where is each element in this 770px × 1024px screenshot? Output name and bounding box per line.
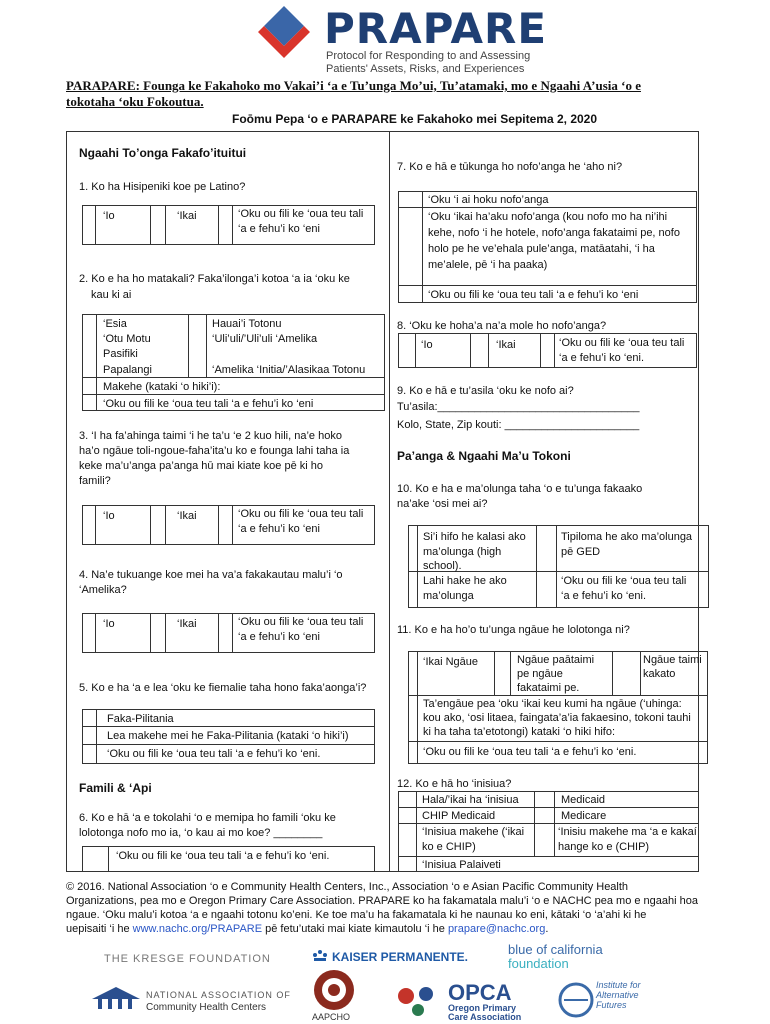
- q10-option-less-hs-l3: school).: [423, 560, 462, 572]
- q3-option-decline-l1[interactable]: ‘Oku ou fili ke ‘oua teu tali: [238, 508, 364, 520]
- q11-option-decline[interactable]: ‘Oku ou fili ke ‘oua teu tali ‘a e fehu’i ko ‘eni.: [423, 746, 637, 758]
- q7-option-decline[interactable]: ‘Oku ou fili ke ‘oua teu tali ‘a e fehu’i ko ‘eni: [428, 289, 639, 301]
- q11-option-otherwise-l2: kou ako, ‘osi litaea, faingata’a’ia fakaesino, tokoni tauhi: [423, 712, 691, 724]
- form-title-line-1: PARAPARE: Founga ke Fakahoko mo Vakai’i ‘a e Tu’unga Mo’ui, Tu’atamaki, mo e Ngaahi A’usia ‘o e: [66, 78, 641, 93]
- q12-option-other-l2: ko e CHIP): [422, 841, 476, 853]
- q12-option-medicaid[interactable]: Medicaid: [561, 794, 606, 806]
- q12-option-private[interactable]: ‘Inisiua Palaiveti: [422, 859, 501, 871]
- q2-option-white[interactable]: Papalangi: [103, 364, 152, 376]
- q7-option-unhoused-l3: holo pe he ve’ehala pule’anga, matāatahi, ‘i ha: [428, 243, 655, 255]
- footer-line-4: uepisaiti ‘i he www.nachc.org/PRAPARE pē fetu’utaki mai kiate kimautolu ‘i he prapare@nachc.org.: [66, 923, 549, 935]
- q4-text-l1: 4. Na’e tukuange koe mei ha va’a fakakautau malu’i ‘o: [79, 569, 343, 581]
- q11-option-parttime-l1[interactable]: Ngāue paātaimi: [517, 654, 595, 666]
- footer-line-3: ngaue. ‘Oku malu’i kotoa ‘a e ngaahi totonu ko’eni. Ke toe ma’u ha fakamatala ki he naunau ko eni, kātaki ‘o ‘a’ahi ki he: [66, 909, 647, 921]
- q11-option-parttime-l2: pe ngāue: [517, 668, 563, 680]
- q3-option-decline-l2[interactable]: ‘a e fehu’i ko ‘eni: [238, 523, 320, 535]
- q8-text: 8. ‘Oku ke hoha’a na’a mole ho nofo’anga?: [397, 320, 607, 332]
- q4-text-l2: ‘Amelika?: [79, 584, 127, 596]
- q10-option-ged-l1[interactable]: Tipiloma he ako ma’olunga: [561, 531, 693, 543]
- q12-option-public-l2: hange ko e (CHIP): [558, 841, 650, 853]
- q11-option-otherwise-l1[interactable]: Ta’engāue pea ‘oku ‘ikai keu kumi ha ngāue (‘uhinga:: [423, 698, 682, 710]
- q3-text-l2: ha’o ngāue toli-ngoue-faha’ita’u ko e founga lahi taha ia: [79, 445, 350, 457]
- q9-city-field[interactable]: Kolo, State, Zip kouti: ______________________: [397, 419, 640, 431]
- q2-option-decline[interactable]: ‘Oku ou fili ke ‘oua teu tali ‘a e fehu’i ko ‘eni: [103, 398, 314, 410]
- q3-text-l1: 3. ‘I ha fa’ahinga taimi ‘i he ta’u ‘e 2 kuo hili, na’e hoko: [79, 430, 342, 442]
- q8-option-yes[interactable]: ‘Io: [421, 339, 433, 351]
- q1-option-decline-l1[interactable]: ‘Oku ou fili ke ‘oua teu tali: [238, 208, 364, 220]
- q3-option-no[interactable]: ‘Ikai: [177, 510, 197, 522]
- q1-option-yes[interactable]: ‘Io: [103, 210, 115, 222]
- nachc-logo-icon: [90, 985, 142, 1011]
- iaf-logo-l3: Futures: [596, 1000, 627, 1010]
- kaiser-logo: KAISER PERMANENTE.: [332, 950, 469, 964]
- q10-option-ged-l2: pē GED: [561, 546, 601, 558]
- q11-option-otherwise-l3: ki ha taha ta’etotongi) kataki ‘o hiki hifo:: [423, 726, 616, 738]
- q10-option-less-hs-l2: ma’olunga (high: [423, 546, 502, 558]
- section-personal-heading: Ngaahi To’onga Fakafo’ituitui: [79, 146, 247, 160]
- q5-text: 5. Ko e ha ‘a e lea ‘oku ke fiemalie taha hono faka’aonga’i?: [79, 682, 367, 694]
- form-subtitle: Foōmu Pepa ‘o e PARAPARE ke Fakahoko mei Sepitema 2, 2020: [232, 112, 598, 126]
- q5-option-decline[interactable]: ‘Oku ou fili ke ‘oua teu tali ‘a e fehu’i ko ‘eni.: [107, 748, 321, 760]
- q6-text-l1: 6. Ko e hā ‘a e tokolahi ‘o e memipa ho famili ‘oku ke: [79, 812, 336, 824]
- q12-option-chip[interactable]: CHIP Medicaid: [422, 810, 496, 822]
- opca-logo-l1: Oregon Primary: [448, 1003, 517, 1013]
- q10-option-more-hs-l1[interactable]: Lahi hake he ako: [423, 575, 507, 587]
- kresge-logo: THE KRESGE FOUNDATION: [104, 953, 271, 965]
- q2-option-pacific-l2: Pasifiki: [103, 348, 138, 360]
- q5-option-english[interactable]: Faka-Pilitania: [107, 713, 174, 725]
- iaf-logo-l2: Alternative: [596, 990, 639, 1000]
- footer-line-2: Organizations, pea mo e Oregon Primary Care Association. PRAPARE ko ha fakamatala malu’i ‘o e NACHC pea mo e ngaahi hoa: [66, 895, 698, 907]
- iaf-logo-icon: [556, 982, 596, 1018]
- q3-option-yes[interactable]: ‘Io: [103, 510, 115, 522]
- nachc-logo-l2: Community Health Centers: [146, 1002, 267, 1013]
- q3-text-l4: famili?: [79, 475, 111, 487]
- q8-option-no[interactable]: ‘Ikai: [496, 339, 516, 351]
- q7-option-unhoused-l1[interactable]: ‘Oku ‘ikai ha’aku nofo’anga (kou nofo mo ha ni’ihi: [428, 211, 668, 223]
- q5-option-other[interactable]: Lea makehe mei he Faka-Pilitania (kataki ‘o hiki’i): [107, 730, 349, 742]
- q2-option-asian[interactable]: ‘Esia: [103, 318, 127, 330]
- q12-option-medicare[interactable]: Medicare: [561, 810, 607, 822]
- q12-option-none[interactable]: Hala/’ikai ha ‘inisiua: [422, 794, 519, 806]
- q7-option-unhoused-l4: me’alele, pē ‘i ha paaka): [428, 259, 548, 271]
- opca-logo-icon: [392, 982, 444, 1018]
- q4-option-decline-l2[interactable]: ‘a e fehu’i ko ‘eni: [238, 631, 320, 643]
- q10-option-decline-l1[interactable]: ‘Oku ou fili ke ‘oua teu tali: [561, 575, 687, 587]
- q11-text: 11. Ko e ha ho’o tu’unga ngāue he lolotonga ni?: [397, 624, 630, 636]
- q2-option-pacific-l1[interactable]: ‘Otu Motu: [103, 333, 151, 345]
- q7-text: 7. Ko e hā e tūkunga ho nofo’anga he ‘aho ni?: [397, 161, 623, 173]
- section-money-heading: Pa’anga & Ngaahi Ma’u Tokoni: [397, 449, 571, 463]
- q2-option-other[interactable]: Makehe (kataki ‘o hiki’i):: [103, 381, 221, 393]
- form-title-line-2: tokotaha ‘oku Fokoutua.: [66, 94, 204, 109]
- q8-option-decline-l2[interactable]: ‘a e fehu’i ko ‘eni.: [559, 352, 644, 364]
- iaf-logo-l1: Institute for: [596, 980, 641, 990]
- prapare-email-link[interactable]: prapare@nachc.org: [447, 923, 546, 935]
- q11-option-unemployed[interactable]: ‘Ikai Ngāue: [423, 656, 479, 668]
- q10-option-less-hs-l1[interactable]: Si’i hifo he kalasi ako: [423, 531, 526, 543]
- q1-option-no[interactable]: ‘Ikai: [177, 210, 197, 222]
- q10-option-more-hs-l2: ma’olunga: [423, 590, 474, 602]
- q2-option-black[interactable]: ‘Uli’uli/’Uli’uli ‘Amelika: [212, 333, 318, 345]
- tagline-line-1: Protocol for Responding to and Assessing: [326, 50, 531, 62]
- q7-option-unhoused-l2: kehe, nofo ‘i he hotele, nofo’anga fakataimi pe, nofo: [428, 227, 680, 239]
- q3-text-l3: keke ma’u’anga pa’anga hū mai kiate koe pē ki ho: [79, 460, 323, 472]
- q2-text-l1: 2. Ko e ha ho matakali? Faka’ilonga’i kotoa ‘a ia ‘oku ke: [79, 273, 350, 285]
- q6-text-l2: lolotonga nofo mo ia, ‘o kau ai mo koe? ________: [79, 827, 323, 839]
- q11-option-fulltime-l1[interactable]: Ngāue taimi: [643, 654, 702, 666]
- tagline-line-2: Patients' Assets, Risks, and Experiences: [326, 63, 525, 75]
- opca-logo: OPCA: [448, 980, 512, 1005]
- kaiser-logo-icon: [312, 947, 328, 963]
- q2-text-l2: kau ki ai: [91, 289, 132, 301]
- q1-text: 1. Ko ha Hisipeniki koe pe Latino?: [79, 181, 246, 193]
- q10-text-l1: 10. Ko e ha e ma’olunga taha ‘o e tu’unga fakaako: [397, 483, 643, 495]
- aapcho-logo: AAPCHO: [312, 1012, 351, 1022]
- q11-option-fulltime-l2: kakato: [643, 668, 676, 680]
- q4-option-yes[interactable]: ‘Io: [103, 618, 115, 630]
- aapcho-logo-icon: [308, 968, 360, 1012]
- q11-option-parttime-l3: fakataimi pe.: [517, 682, 580, 694]
- blue-shield-logo-l2: foundation: [508, 956, 569, 971]
- q9-address-field[interactable]: Tu’asila:_________________________________: [397, 401, 640, 413]
- q1-option-decline-l2[interactable]: ‘a e fehu’i ko ‘eni: [238, 223, 320, 235]
- q6-option-decline[interactable]: ‘Oku ou fili ke ‘oua teu tali ‘a e fehu’i ko ‘eni.: [116, 850, 330, 862]
- nachc-logo-l1: NATIONAL ASSOCIATION OF: [146, 990, 291, 1000]
- column-divider: [389, 131, 390, 872]
- q2-option-native[interactable]: ‘Amelika ‘Initia/’Alasikaa Totonu: [212, 364, 366, 376]
- q10-option-decline-l2: ‘a e fehu’i ko ‘eni.: [561, 590, 646, 602]
- logo-mark-icon: [248, 4, 320, 62]
- q8-option-decline-l1[interactable]: ‘Oku ou fili ke ‘oua teu tali: [559, 337, 685, 349]
- nachc-prapare-link[interactable]: www.nachc.org/PRAPARE: [132, 923, 263, 935]
- logo-text: PRAPARE: [324, 4, 548, 53]
- q2-option-hawaiian[interactable]: Hauai’i Totonu: [212, 318, 282, 330]
- footer-line-1: © 2016. National Association ‘o e Community Health Centers, Inc., Association ‘o e Asian Pacific Community Health: [66, 881, 629, 893]
- blue-shield-logo-l1: blue of california: [508, 942, 603, 957]
- q9-text: 9. Ko e hā e tu’asila ‘oku ke nofo ai?: [397, 385, 574, 397]
- q12-option-public-l1[interactable]: ‘Inisiu makehe ma ‘a e kakaí: [558, 826, 697, 838]
- q4-option-no[interactable]: ‘Ikai: [177, 618, 197, 630]
- q7-option-housed[interactable]: ‘Oku ‘i ai hoku nofo’anga: [428, 194, 549, 206]
- q12-option-other-l1[interactable]: ‘Inisiua makehe (‘ikai: [422, 826, 525, 838]
- q12-text: 12. Ko e hā ho ‘inisiua?: [397, 778, 512, 790]
- section-family-heading: Famili & ‘Api: [79, 781, 152, 795]
- q4-option-decline-l1[interactable]: ‘Oku ou fili ke ‘oua teu tali: [238, 616, 364, 628]
- q10-text-l2: na’ake ‘osi mei ai?: [397, 498, 488, 510]
- opca-logo-l2: Care Association: [448, 1012, 522, 1022]
